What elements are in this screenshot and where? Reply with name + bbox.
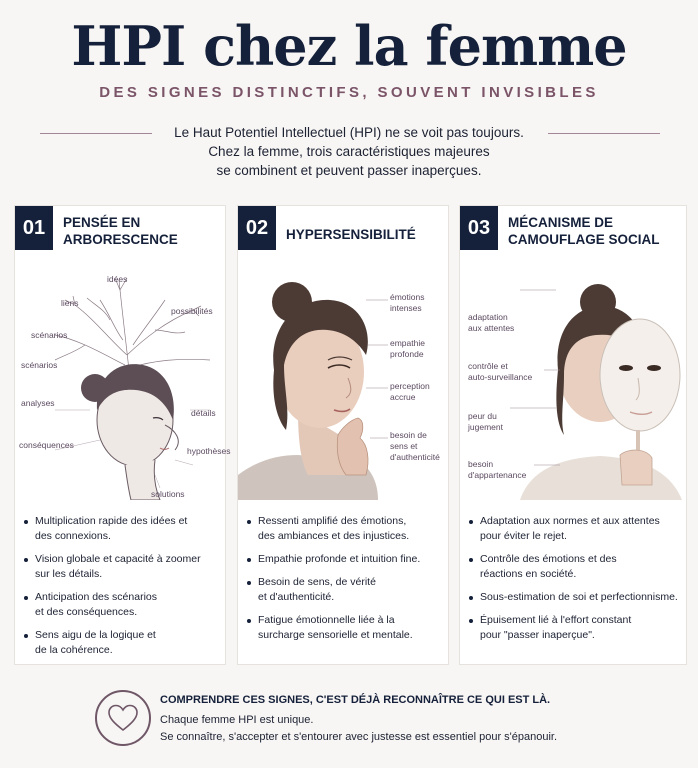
intro-line-3: se combinent et peuvent passer inaperçues. [216, 163, 482, 178]
label-possibilites: possibilités [171, 306, 213, 316]
illustration-woman-thought-tree [15, 260, 231, 500]
bullet-item: Multiplication rapide des idées et des connexions. [23, 514, 219, 544]
footer-line-2: Se connaître, s'accepter et s'entourer avec justesse est essentiel pour s'épanouir. [160, 731, 558, 743]
card-title [508, 214, 678, 248]
card-title [63, 214, 233, 248]
label-idees: idées [107, 274, 128, 284]
bullet-item: Contrôle des émotions et des réactions en société. [468, 552, 680, 582]
label-peur-du-jugement: peur du jugement [468, 411, 503, 432]
footer-line-1: Chaque femme HPI est unique. [160, 714, 314, 726]
bullet-item: Sens aigu de la logique et de la cohérence. [23, 628, 219, 658]
label-adaptation: adaptation aux attentes [468, 312, 515, 333]
card-number: 03 [460, 206, 498, 250]
card-title [286, 226, 456, 243]
label-emotions-intenses: émotions intenses [390, 292, 425, 313]
label-scenarios-top: scénarios [31, 330, 68, 340]
page-title: HPI chez la femme [71, 14, 627, 78]
bullet-item: Épuisement lié à l'effort constant pour "passer inaperçue". [468, 613, 680, 643]
card-number: 02 [238, 206, 276, 250]
heart-icon [95, 690, 151, 746]
footer-text [160, 712, 680, 746]
label-details: détails [191, 408, 216, 418]
card-hypersensibilite [237, 205, 449, 665]
bullet-list [23, 514, 219, 666]
label-controle: contrôle et auto-surveillance [468, 361, 533, 382]
bullet-item: Anticipation des scénarios et des conséquences. [23, 590, 219, 620]
intro-line-2: Chez la femme, trois caractéristiques majeures [208, 144, 490, 159]
bullet-item: Empathie profonde et intuition fine. [246, 552, 442, 567]
bullet-item: Sous-estimation de soi et perfectionnisme. [468, 590, 680, 605]
card-title-line: ARBORESCENCE [63, 232, 178, 247]
footer-heading: COMPRENDRE CES SIGNES, C'EST DÉJÀ RECONNAÎTRE CE QUI EST LÀ. [160, 694, 551, 706]
bullet-item: Ressenti amplifié des émotions, des ambiances et des injustices. [246, 514, 442, 544]
illustration-woman-thoughtful [238, 260, 448, 500]
illustration-woman-mask [460, 260, 686, 500]
label-scenarios: scénarios [21, 360, 58, 370]
card-title-line: HYPERSENSIBILITÉ [286, 227, 416, 242]
intro-text [130, 123, 568, 180]
label-consequences: conséquences [19, 440, 74, 450]
card-title-line: CAMOUFLAGE SOCIAL [508, 232, 660, 247]
bullet-item: Adaptation aux normes et aux attentes pour éviter le rejet. [468, 514, 680, 544]
label-solutions: solutions [151, 489, 185, 499]
card-number: 01 [15, 206, 53, 250]
card-title-line: MÉCANISME DE [508, 215, 614, 230]
label-besoin-de-sens: besoin de sens et d'authenticité [390, 430, 440, 462]
card-arborescence [14, 205, 231, 665]
heart-icon-shape [108, 704, 138, 732]
bullet-list [468, 514, 680, 651]
label-besoin-appartenance: besoin d'appartenance [468, 459, 527, 480]
bullet-item: Vision globale et capacité à zoomer sur les détails. [23, 552, 219, 582]
label-hypotheses: hypothèses [187, 446, 231, 456]
intro-line-1: Le Haut Potentiel Intellectuel (HPI) ne se voit pas toujours. [174, 125, 524, 140]
label-analyses: analyses [21, 398, 55, 408]
bullet-item: Besoin de sens, de vérité et d'authenticité. [246, 575, 442, 605]
label-empathie-profonde: empathie profonde [390, 338, 425, 359]
thought-tree-drawing [15, 260, 225, 500]
card-title-line: PENSÉE EN [63, 215, 141, 230]
label-perception-accrue: perception accrue [390, 381, 430, 402]
card-camouflage-social [459, 205, 687, 665]
page-subtitle: DES SIGNES DISTINCTIFS, SOUVENT INVISIBLES [99, 84, 599, 101]
label-liens: liens [61, 298, 79, 308]
bullet-list [246, 514, 442, 651]
bullet-item: Fatigue émotionnelle liée à la surcharge sensorielle et mentale. [246, 613, 442, 643]
